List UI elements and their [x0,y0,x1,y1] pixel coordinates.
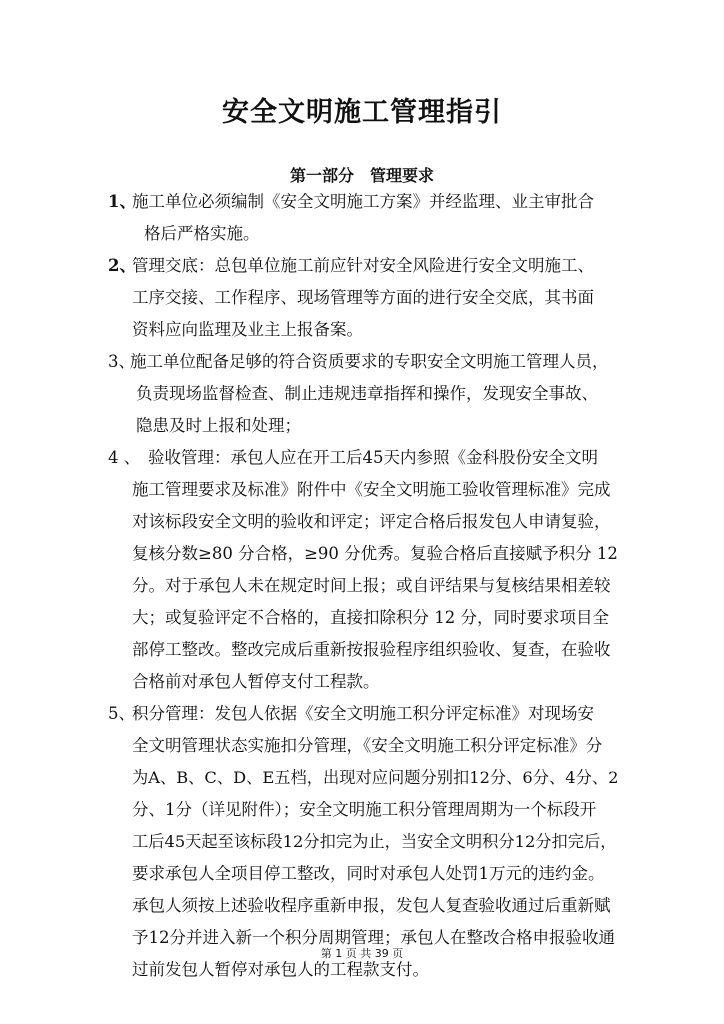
item-text-line: 资料应向监理及业主上报备案。 [132,320,363,339]
item-text-line: 分。对于承包人未在规定时间上报；或自评结果与复核结果相差较 [132,576,611,595]
item-text-line: 验收管理：承包人应在开工后45天内参照《金科股份安全文明 [148,448,598,467]
item-text-line: 予12分并进入新一个积分周期管理；承包人在整改合格申报验收通 [132,928,615,947]
requirements-list [108,186,618,986]
item-text-line: 分、1分（详见附件）；安全文明施工积分管理周期为一个标段开 [132,800,597,819]
item-text-line: 工后45天起至该标段12分扣完为止，当安全文明积分12分扣完后， [132,832,617,851]
item-text-line: 管理交底：总包单位施工前应针对安全风险进行安全文明施工、 [132,256,594,275]
item-text-line: 隐患及时上报和处理； [136,416,301,435]
item-text-line: 工序交接、工作程序、现场管理等方面的进行安全交底，其书面 [132,288,594,307]
item-text-line: 施工管理要求及标准》附件中《安全文明施工验收管理标准》完成 [132,480,611,499]
item-text-line: 复核分数≥80 分合格，≥90 分优秀。复验合格后直接赋予积分 12 [132,544,618,563]
item-text-line: 积分管理：发包人依据《安全文明施工积分评定标准》对现场安 [132,704,594,723]
item-number: 5、 [108,704,135,723]
section-title: 第一部分 管理要求 [289,166,434,185]
item-text-line: 合格前对承包人暂停支付工程款。 [132,672,380,691]
item-number: 4 、 [108,448,141,467]
list-item [108,698,618,986]
item-text-line: 施工单位必须编制《安全文明施工方案》并经监理、业主审批合 [132,192,594,211]
item-text-line: 全文明管理状态实施扣分管理，《安全文明施工积分评定标准》分 [132,736,603,755]
list-item [108,250,618,346]
item-text-line: 部停工整改。整改完成后重新按报验程序组织验收、复查，在验收 [132,640,611,659]
list-item [108,186,618,250]
item-text-line: 为A、B、C、D、E五档，出现对应问题分别扣12分、6分、4分、2 [132,768,619,787]
list-item [108,442,618,698]
item-text-line: 大；或复验评定不合格的，直接扣除积分 12 分，同时要求项目全 [132,608,609,627]
item-number: 3、 [108,352,135,371]
item-text-line: 对该标段安全文明的验收和评定；评定合格后报发包人申请复验， [132,512,611,531]
item-text-line: 过前发包人暂停对承包人的工程款支付。 [132,960,429,979]
document-title: 安全文明施工管理指引 [222,97,502,128]
item-number: 2、 [108,256,136,275]
item-number: 1、 [108,192,136,211]
item-text-line: 要求承包人全项目停工整改，同时对承包人处罚1万元的违约金。 [132,864,605,883]
page-footer: 第 1 页 共 39 页 [320,947,404,960]
item-text-line: 格后严格实施。 [144,224,260,243]
item-text-line: 负责现场监督检查、制止违规违章指挥和操作，发现安全事故、 [136,384,598,403]
list-item [108,346,618,442]
item-text-line: 施工单位配备足够的符合资质要求的专职安全文明施工管理人员， [130,352,609,371]
item-text-line: 承包人须按上述验收程序重新申报，发包人复查验收通过后重新赋 [132,896,611,915]
